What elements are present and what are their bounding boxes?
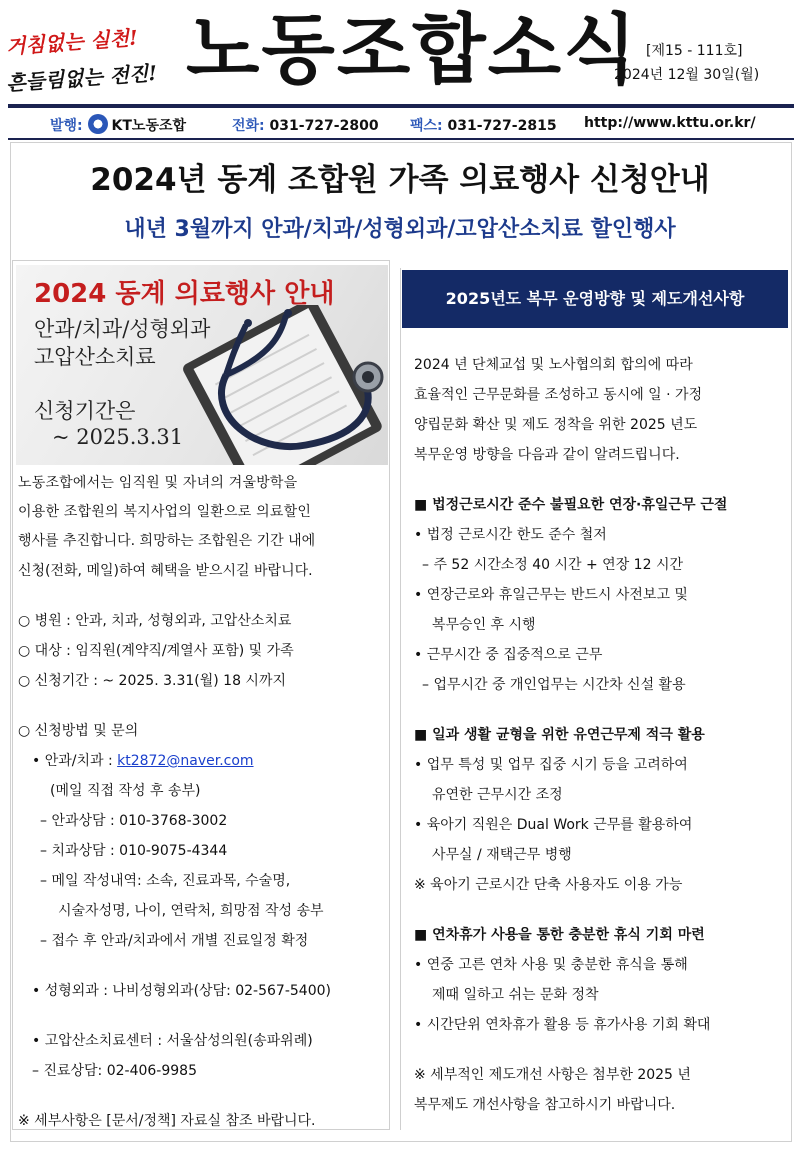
eye-dental-item <box>32 750 254 770</box>
eye-dental-label: • 안과/치과 : <box>32 753 118 769</box>
left-intro-line: 신청(전화, 메일)하여 혜택을 받으시길 바랍니다. <box>18 563 313 579</box>
subheadline: 내년 3월까지 안과/치과/성형외과/고압산소치료 할인행사 <box>124 217 676 242</box>
phone-label: 전화: <box>232 118 265 134</box>
section-subitem: – 업무시간 중 개인업무는 시간차 신설 활용 <box>422 677 686 693</box>
left-intro-line: 이용한 조합원의 복지사업의 일환으로 의료할인 <box>18 504 312 520</box>
right-column-header: 2025년도 복무 운영방향 및 제도개선사항 <box>402 270 788 328</box>
issue-number: [제15 - 111호] <box>646 43 743 59</box>
banner-departments: 안과/치과/성형외과 <box>34 317 211 341</box>
masthead-divider <box>8 104 794 108</box>
section-item: • 법정 근로시간 한도 준수 철저 <box>414 527 607 543</box>
slogan-top: 거침없는 실천! <box>5 25 139 59</box>
hyperbaric-consult: – 진료상담: 02-406-9985 <box>32 1063 197 1079</box>
left-intro-line: 노동조합에서는 임직원 및 자녀의 겨울방학을 <box>18 475 298 491</box>
plastic-surgery-item: • 성형외과 : 나비성형외과(상담: 02-567-5400) <box>32 983 331 999</box>
left-footnote: ※ 세부사항은 [문서/정책] 자료실 참조 바랍니다. <box>18 1113 316 1129</box>
banner-period-value: ~ 2025.3.31 <box>52 425 184 449</box>
right-intro-line: 양립문화 확산 및 제도 정착을 위한 2025 년도 <box>414 417 698 433</box>
right-intro-line: 효율적인 근무문화를 조성하고 동시에 일 · 가정 <box>414 387 703 403</box>
right-intro-line: 2024 년 단체교섭 및 노사협의회 합의에 따라 <box>414 357 693 373</box>
section-item: • 연장근로와 휴일근무는 반드시 사전보고 및 <box>414 587 688 603</box>
fax-label: 팩스: <box>410 118 443 134</box>
section-note: ※ 육아기 근로시간 단축 사용자도 이용 가능 <box>414 877 683 893</box>
mail-content-line: 시술자성명, 나이, 연락처, 희망점 작성 송부 <box>58 903 324 919</box>
method-heading: ○ 신청방법 및 문의 <box>18 723 139 739</box>
hyperbaric-item: • 고압산소치료센터 : 서울삼성의원(송파위례) <box>32 1033 313 1049</box>
section-item-cont: 제때 일하고 쉬는 문화 정착 <box>432 987 599 1003</box>
right-footnote-line: ※ 세부적인 제도개선 사항은 첨부한 2025 년 <box>414 1067 691 1083</box>
headline: 2024년 동계 조합원 가족 의료행사 신청안내 <box>90 162 710 198</box>
banner-hyperbaric: 고압산소치료 <box>34 345 156 369</box>
publisher-label: 발행: <box>50 118 83 134</box>
eye-dental-email-link[interactable]: kt2872@naver.com <box>117 753 254 769</box>
target-item: ○ 대상 : 임직원(계약직/계열사 포함) 및 가족 <box>18 643 294 659</box>
period-item: ○ 신청기간 : ~ 2025. 3.31(월) 18 시까지 <box>18 673 286 689</box>
left-intro-line: 행사를 추진합니다. 희망하는 조합원은 기간 내에 <box>18 533 316 549</box>
website-link[interactable]: http://www.kttu.or.kr/ <box>584 115 756 131</box>
section-item-cont: 복무승인 후 시행 <box>432 617 536 633</box>
banner-period-label: 신청기간은 <box>34 399 136 423</box>
kt-union-logo-icon <box>88 114 108 134</box>
slogan-bottom: 흔들림없는 전진! <box>5 60 158 96</box>
section-item: • 육아기 직원은 Dual Work 근무를 활용하여 <box>414 817 693 833</box>
issue-date: 2024년 12월 30일(월) <box>614 67 760 83</box>
section-item-cont: 사무실 / 재택근무 병행 <box>432 847 572 863</box>
eye-consult-phone: – 안과상담 : 010-3768-3002 <box>40 813 228 829</box>
publisher-name: KT노동조합 <box>111 118 187 134</box>
masthead <box>0 0 800 108</box>
section-heading-flexible-work: ■ 일과 생활 균형을 위한 유연근무제 적극 활용 <box>414 727 705 743</box>
section-heading-annual-leave: ■ 연차휴가 사용을 통한 충분한 휴식 기회 마련 <box>414 927 705 943</box>
mail-note: (메일 직접 작성 후 송부) <box>50 783 201 799</box>
medical-event-banner <box>16 265 388 465</box>
right-footnote-line: 복무제도 개선사항을 참고하시기 바랍니다. <box>414 1097 676 1113</box>
section-item-cont: 유연한 근무시간 조정 <box>432 787 563 803</box>
mail-content-line: – 메일 작성내역: 소속, 진료과목, 수술명, <box>40 873 291 889</box>
hospital-item: ○ 병원 : 안과, 치과, 성형외과, 고압산소치료 <box>18 613 292 629</box>
right-intro-line: 복무운영 방향을 다음과 같이 알려드립니다. <box>414 447 680 463</box>
section-item: • 시간단위 연차휴가 활용 등 휴가사용 기회 확대 <box>414 1017 711 1033</box>
publisher-divider <box>8 138 794 140</box>
dental-consult-phone: – 치과상담 : 010-9075-4344 <box>40 843 228 859</box>
after-receipt-note: – 접수 후 안과/치과에서 개별 진료일정 확정 <box>40 933 309 949</box>
section-item: • 업무 특성 및 업무 집중 시기 등을 고려하여 <box>414 757 688 773</box>
section-item: • 근무시간 중 집중적으로 근무 <box>414 647 603 663</box>
fax-number: 031-727-2815 <box>447 118 557 134</box>
phone-number: 031-727-2800 <box>269 118 379 134</box>
section-heading-work-hours: ■ 법정근로시간 준수 불필요한 연장·휴일근무 근절 <box>414 497 728 513</box>
section-subitem: – 주 52 시간소정 40 시간 + 연장 12 시간 <box>422 557 683 573</box>
banner-title: 2024 동계 의료행사 안내 <box>34 279 335 309</box>
publisher-bar <box>0 112 800 138</box>
newsletter-title: 노동조합소식 <box>186 5 639 94</box>
section-item: • 연중 고른 연차 사용 및 충분한 휴식을 통해 <box>414 957 688 973</box>
